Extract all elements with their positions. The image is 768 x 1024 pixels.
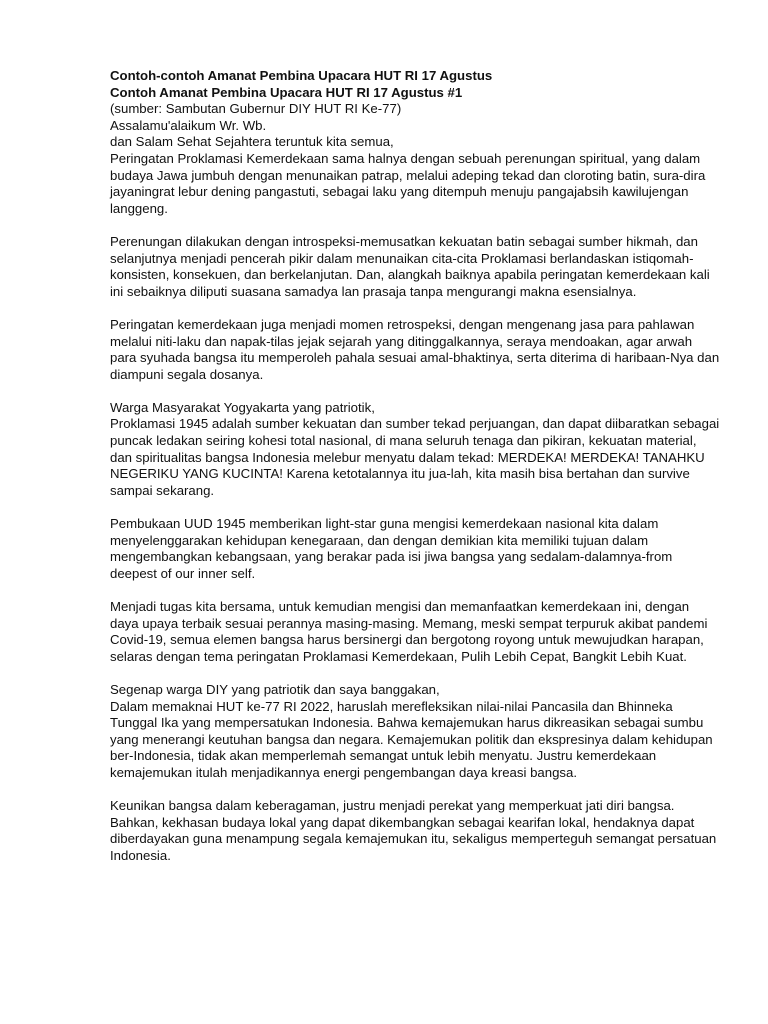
paragraph: [110, 516, 720, 582]
paragraph-text: Peringatan kemerdekaan juga menjadi momen retrospeksi, dengan mengenang jasa para pahlawan melalui niti-laku dan napak-tilas jejak sejarah yang ditinggalkannya, seraya mendoakan, agar arwah para syuhada bangsa itu memperoleh pahala sesuai amal-bhaktinya, serta diterima di haribaan-Nya dan diampuni segala dosanya.: [110, 316, 720, 382]
paragraph: [110, 234, 720, 300]
document-page: [110, 68, 720, 881]
paragraph-text: Perenungan dilakukan dengan introspeksi-memusatkan kekuatan batin sebagai sumber hikmah, dan selanjutnya menjadi pencerah pikir dalam menunaikan cita-cita Proklamasi berlandaskan istiqomah-konsisten, konsekuen, dan berkelanjutan. Dan, alangkah baiknya apabila peringatan kemerdekaan kali ini sebaiknya diliputi suasana samadya lan prasaja tanpa mengurangi makna esensialnya.: [110, 233, 710, 299]
salutation-line: dan Salam Sehat Sejahtera teruntuk kita semua,: [110, 134, 394, 150]
source-note: (sumber: Sambutan Gubernur DIY HUT RI Ke-77): [110, 101, 402, 117]
paragraph: [110, 599, 720, 665]
document-subtitle: Contoh Amanat Pembina Upacara HUT RI 17 Agustus #1: [110, 84, 463, 100]
paragraph: [110, 317, 720, 383]
paragraph: [110, 682, 720, 782]
address-line: Segenap warga DIY yang patriotik dan saya banggakan,: [110, 681, 440, 697]
document-title: Contoh-contoh Amanat Pembina Upacara HUT RI 17 Agustus: [110, 68, 493, 83]
greeting-line: Assalamu'alaikum Wr. Wb.: [110, 117, 267, 133]
paragraph-text: Menjadi tugas kita bersama, untuk kemudian mengisi dan memanfaatkan kemerdekaan ini, dengan daya upaya terbaik sesuai perannya masing-masing. Memang, meski sempat terpuruk akibat pandemi Covid-19, semua elemen bangsa harus bersinergi dan bergotong royong untuk mewujudkan harapan, selaras dengan tema peringatan Proklamasi Kemerdekaan, Pulih Lebih Cepat, Bangkit Lebih Kuat.: [110, 599, 708, 664]
paragraph: [110, 151, 720, 217]
paragraph-text: Keunikan bangsa dalam keberagaman, justru menjadi perekat yang memperkuat jati diri bangsa. Bahkan, kekhasan budaya lokal yang dapat dikembangkan sebagai kearifan lokal, hendaknya dapat diberdayakan guna menampung segala kemajemukan itu, sekaligus memperteguh semangat persatuan Indonesia.: [110, 798, 717, 863]
paragraph-text: Dalam memaknai HUT ke-77 RI 2022, haruslah merefleksikan nilai-nilai Pancasila dan Bhinneka Tunggal Ika yang mempersatukan Indonesia. Bahwa kemajemukan harus dikreasikan sebagai sumbu yang menerangi keutuhan bangsa dan negara. Kemajemukan politik dan ekspresinya dalam kehidupan ber-Indonesia, tidak akan memperlemah semangat untuk lebih menyatu. Justru kemerdekaan kemajemukan itulah menjadikannya energi pengembangan daya kreasi bangsa.: [110, 698, 713, 780]
address-line: Warga Masyarakat Yogyakarta yang patriotik,: [110, 399, 375, 415]
paragraph: [110, 798, 720, 864]
paragraph-text: Pembukaan UUD 1945 memberikan light-star guna mengisi kemerdekaan nasional kita dalam menyelenggarakan kehidupan kenegaraan, dan dengan demikian kita memiliki tujuan dalam mengembangkan kebangsaan, yang berakar pada isi jiwa bangsa yang sedalam-dalamnya-from deepest of our inner self.: [110, 516, 673, 581]
paragraph: [110, 400, 720, 500]
paragraph-text: Proklamasi 1945 adalah sumber kekuatan dan sumber tekad perjuangan, dan dapat diibaratkan sebagai puncak ledakan seiring kohesi total nasional, di mana seluruh tenaga dan pikiran, kekuatan material, dan spiritualitas bangsa Indonesia melebur menyatu dalam tekad: MERDEKA! MERDEKA! TANAHKU NEGERIKU YANG KUCINTA! Karena ketotalannya itu jua-lah, kita masih bisa bertahan dan survive sampai sekarang.: [110, 416, 720, 498]
paragraph-text: Peringatan Proklamasi Kemerdekaan sama halnya dengan sebuah perenungan spiritual, yang dalam budaya Jawa jumbuh dengan menunaikan patrap, melalui adeping tekad dan cloroting batin, sura-dira jayaningrat lebur dening pangastuti, sebagai laku yang ditempuh menuju pangajabsih kawilujengan langgeng.: [110, 150, 706, 216]
